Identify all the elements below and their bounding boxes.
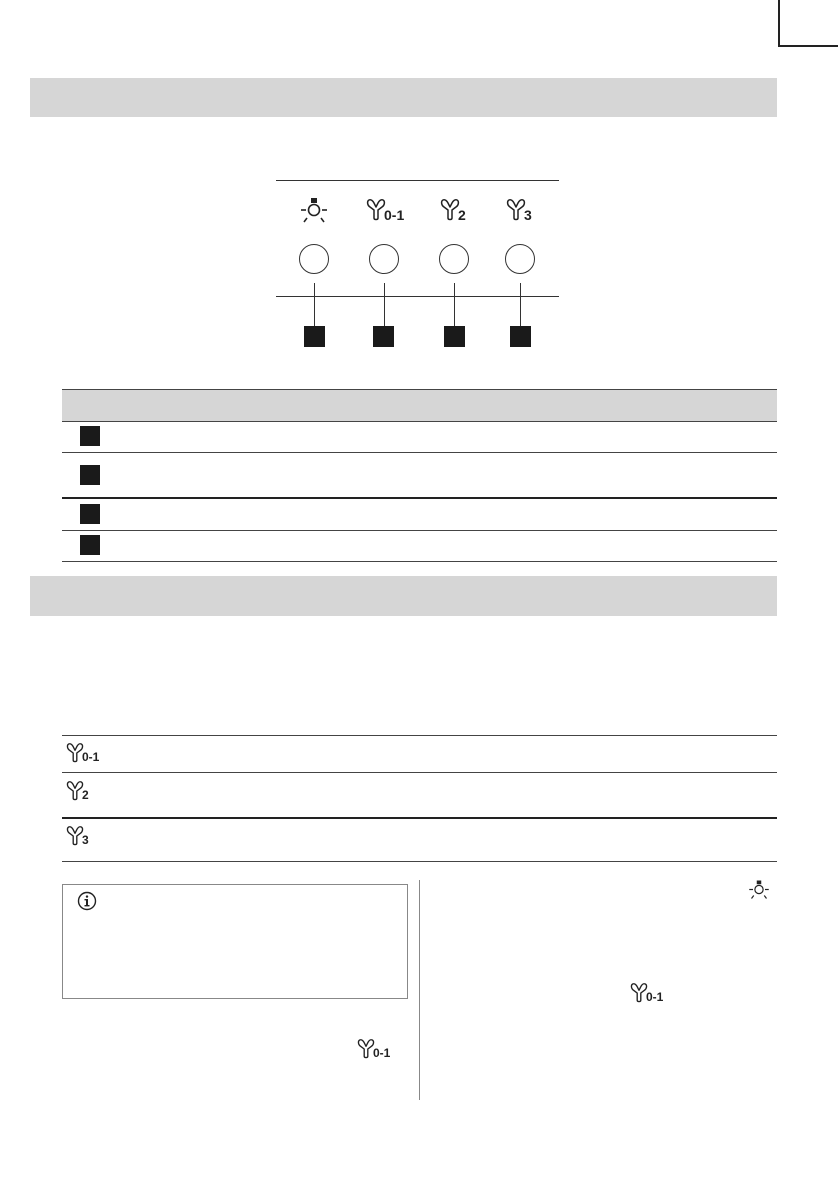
speed-table-rule (62, 772, 777, 773)
speed-row-subscript: 2 (82, 788, 89, 802)
fan-0-1-icon (66, 742, 116, 766)
speed-table-rule (62, 817, 777, 819)
speed-row-subscript: 3 (82, 833, 89, 847)
inline-fan-subscript: 0-1 (373, 1046, 391, 1060)
fan-0-1-icon (630, 982, 680, 1006)
fan-2-icon (66, 780, 106, 804)
light-icon (747, 880, 771, 902)
column-divider (419, 880, 420, 1100)
fan-3-icon (66, 825, 106, 849)
fan-2-subscript: 2 (458, 207, 466, 223)
info-icon (77, 891, 97, 911)
fan-0-1-subscript: 0-1 (384, 207, 405, 223)
info-note (62, 884, 408, 999)
fan-3-subscript: 3 (524, 207, 532, 223)
fan-0-1-icon (357, 1038, 407, 1062)
speed-table-bottom-rule (62, 861, 777, 862)
speed-row-subscript: 0-1 (82, 750, 100, 764)
inline-fan-subscript: 0-1 (646, 990, 664, 1004)
speed-table-top-rule (62, 735, 777, 736)
